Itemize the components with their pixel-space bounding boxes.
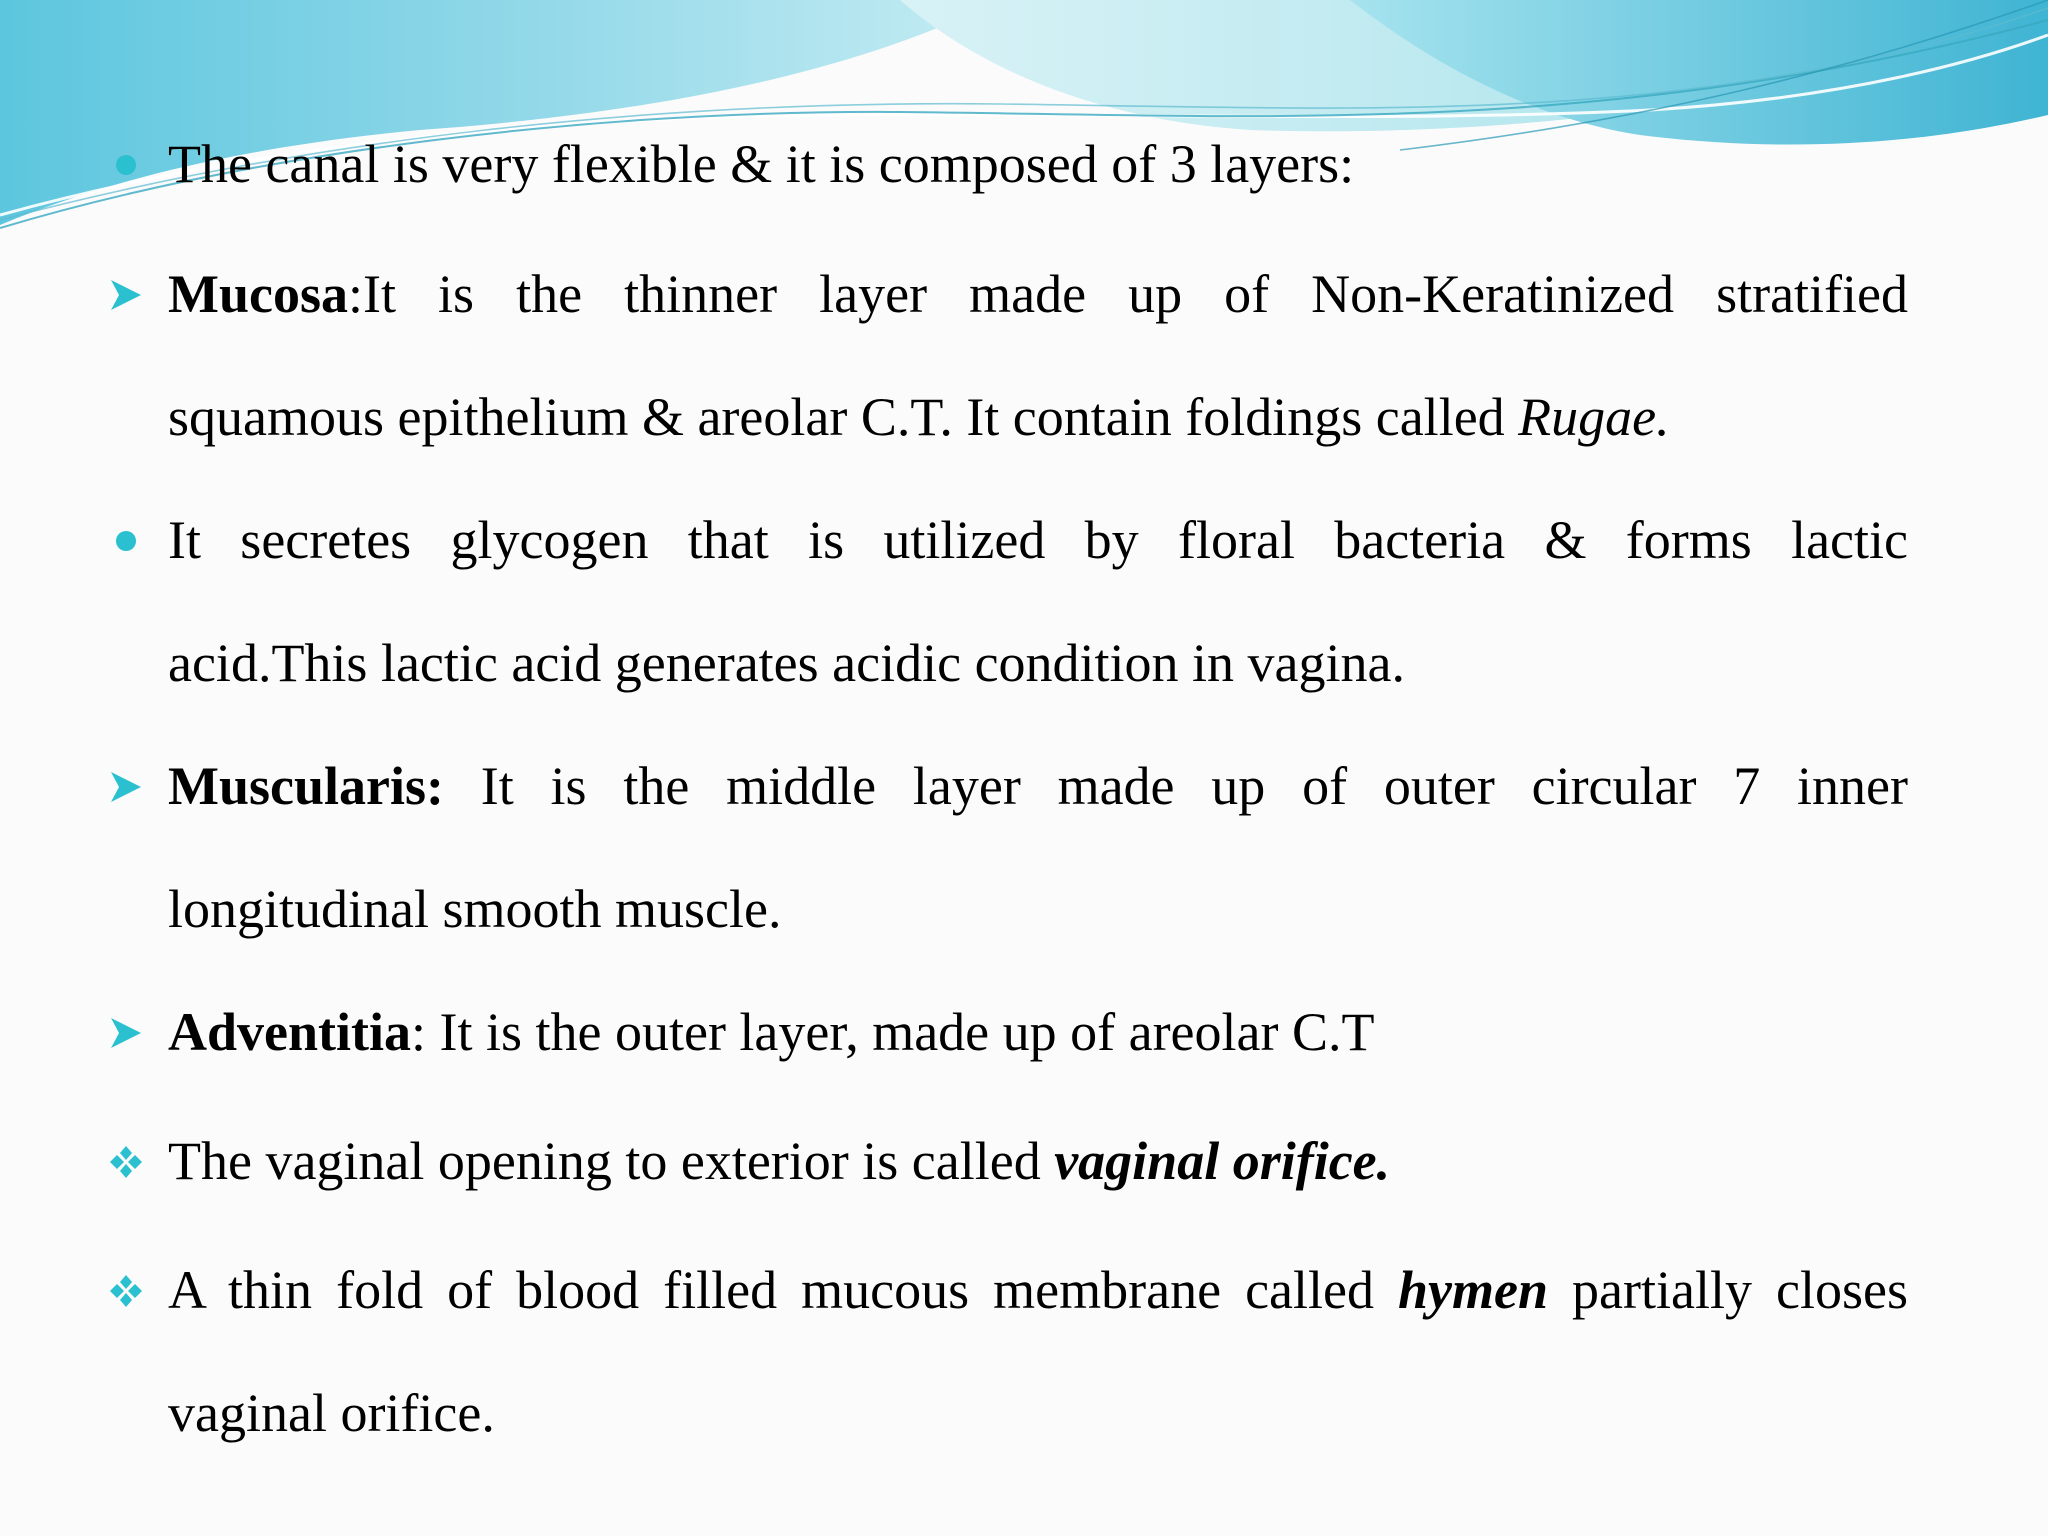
item-line: longitudinal smooth muscle. <box>168 879 782 939</box>
bullet-item-adventitia <box>168 971 1908 1094</box>
item-line: The canal is very flexible & it is composed of 3 layers: <box>168 134 1355 194</box>
item-line: Muscularis: It is the middle layer made up of outer circular 7 inner <box>168 756 1908 816</box>
item-line: Mucosa:It is the thinner layer made up of Non-Keratinized stratified <box>168 264 1908 324</box>
item-line: It secretes glycogen that is utilized by floral bacteria & forms lactic <box>168 510 1908 570</box>
item-line: acid.This lactic acid generates acidic condition in vagina. <box>168 633 1405 693</box>
item-line: squamous epithelium & areolar C.T. It contain foldings called Rugae. <box>168 387 1670 447</box>
arrowhead-bullet-icon <box>106 725 146 848</box>
bullet-item <box>168 1100 1908 1223</box>
bullet-item <box>168 479 1908 725</box>
bullet-item-muscularis <box>168 725 1908 971</box>
diamond-cluster-bullet-icon <box>106 1229 146 1352</box>
arrowhead-bullet-icon <box>106 233 146 356</box>
round-bullet-icon <box>106 103 146 226</box>
arrowhead-bullet-icon <box>106 971 146 1094</box>
bullet-item <box>168 103 1908 226</box>
diamond-cluster-bullet-icon <box>106 1100 146 1223</box>
item-line: A thin fold of blood filled mucous membrane called hymen partially closes <box>168 1260 1908 1320</box>
item-line: The vaginal opening to exterior is called vaginal orifice. <box>168 1131 1391 1191</box>
term-mucosa: Mucosa <box>168 264 348 324</box>
item-line: vaginal orifice. <box>168 1383 495 1443</box>
term-hymen: hymen <box>1398 1260 1549 1320</box>
term-rugae: Rugae. <box>1518 387 1670 447</box>
term-vaginal-orifice: vaginal orifice. <box>1054 1131 1391 1191</box>
term-adventitia: Adventitia <box>168 1002 411 1062</box>
bullet-item-mucosa <box>168 233 1908 479</box>
bullet-item <box>168 1229 1908 1475</box>
term-muscularis: Muscularis: <box>168 756 444 816</box>
round-bullet-icon <box>106 479 146 602</box>
item-line: Adventitia: It is the outer layer, made up of areolar C.T <box>168 1002 1375 1062</box>
